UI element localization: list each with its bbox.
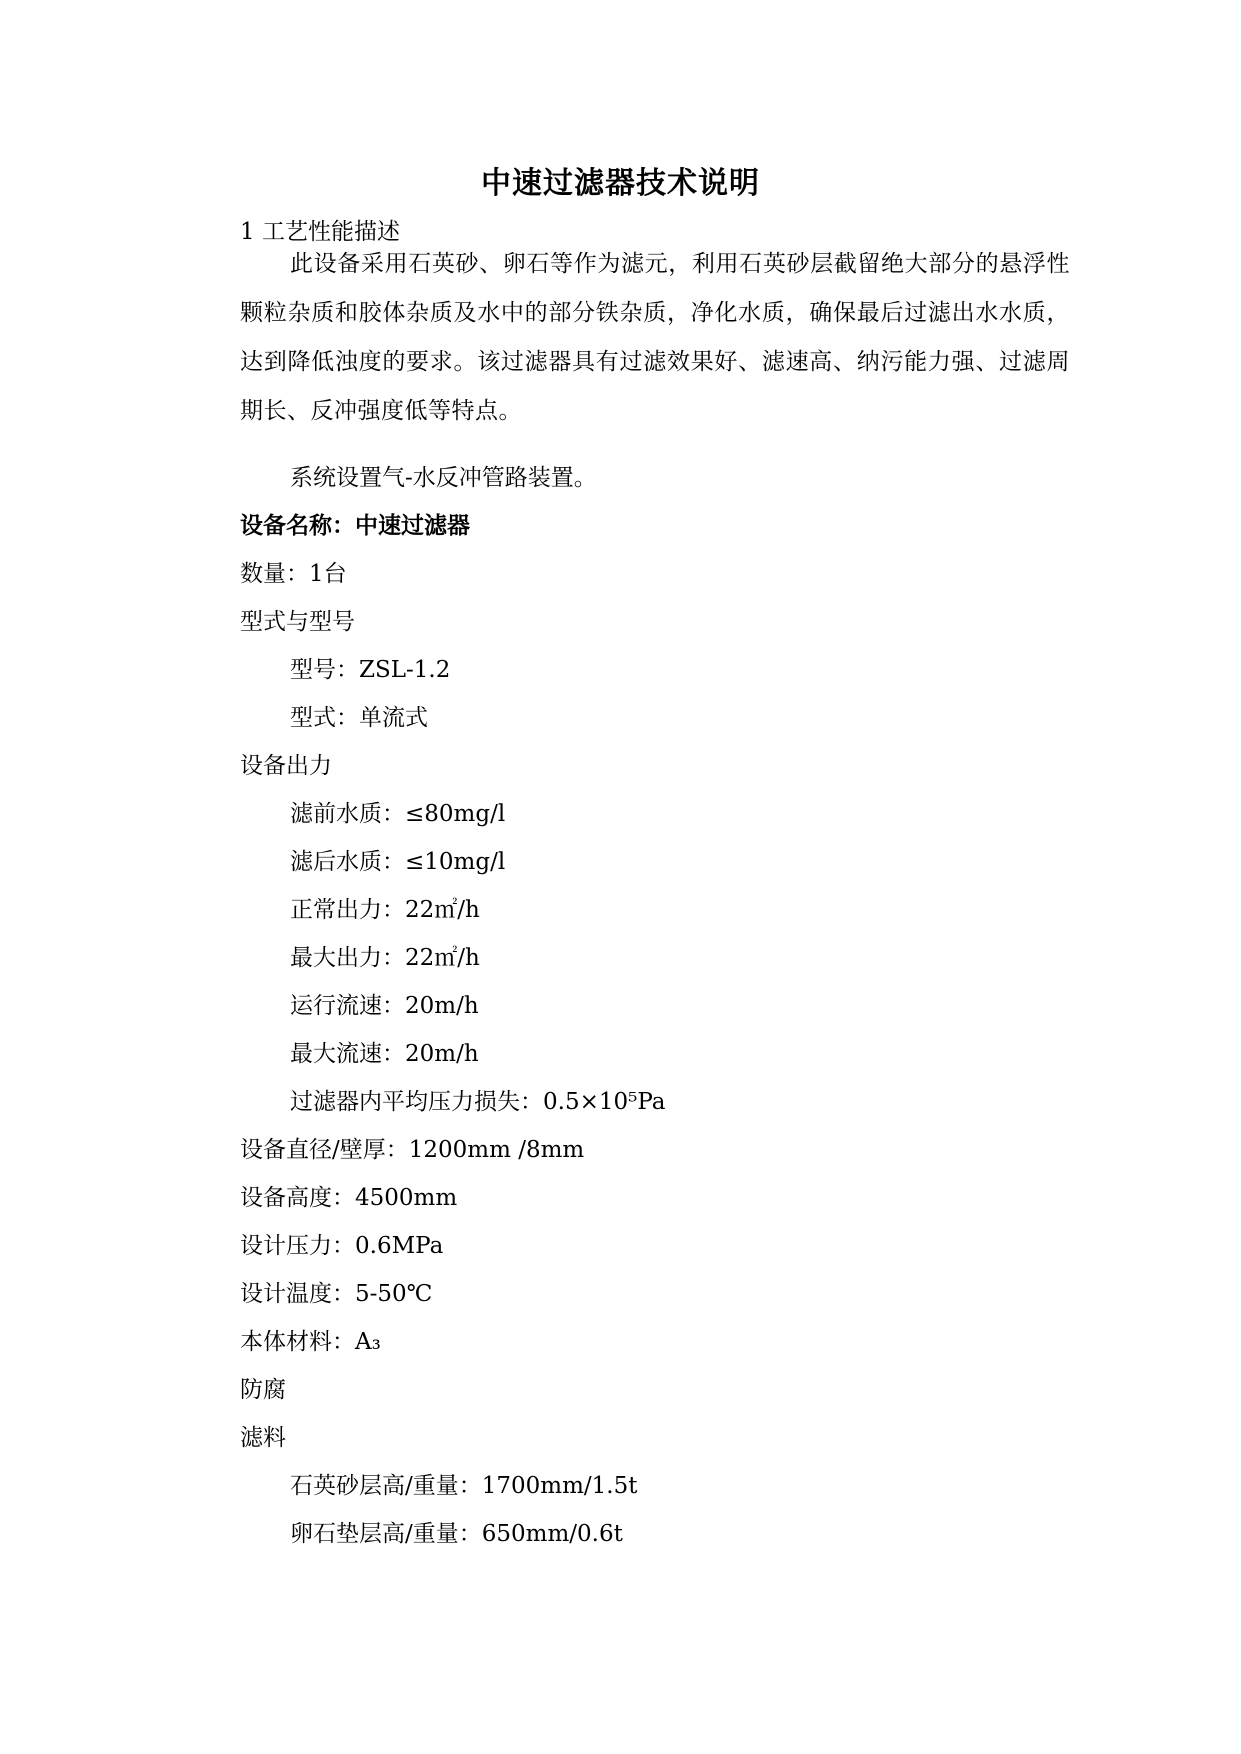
pressure-loss: 过滤器内平均压力损失：0.5×10⁵Pa (290, 1089, 666, 1115)
description-paragraph: 此设备采用石英砂、卵石等作为滤元，利用石英砂层截留绝大部分的悬浮性颗粒杂质和胶体杂质及水中的部分铁杂质，净化水质，确保最后过滤出水水质，达到降低浊度的要求。该过滤器具有过滤效果好、滤速高、纳污能力强、过滤周期长、反冲强度低等特点。 (240, 251, 1070, 424)
run-velocity: 运行流速：20m/h (290, 993, 479, 1019)
design-pressure: 设计压力：0.6MPa (240, 1233, 444, 1259)
max-output: 最大出力：22㎡/h (290, 945, 480, 971)
type-model-heading: 型式与型号 (240, 609, 355, 635)
max-velocity: 最大流速：20m/h (290, 1041, 479, 1067)
type: 型式：单流式 (290, 705, 428, 731)
inlet-quality: 滤前水质：≤80mg/l (290, 801, 506, 827)
normal-output: 正常出力：22㎡/h (290, 897, 480, 923)
outlet-quality: 滤后水质：≤10mg/l (290, 849, 506, 875)
quantity: 数量：1台 (240, 561, 347, 587)
backwash-paragraph: 系统设置气-水反冲管路装置。 (290, 465, 597, 491)
pebble-layer: 卵石垫层高/重量：650mm/0.6t (290, 1521, 623, 1547)
document-title: 中速过滤器技术说明 (481, 166, 760, 201)
model: 型号：ZSL-1.2 (290, 657, 451, 683)
diameter-thickness: 设备直径/壁厚：1200mm /8mm (240, 1137, 585, 1163)
equipment-height: 设备高度：4500mm (240, 1185, 458, 1211)
anticorrosion: 防腐 (240, 1377, 286, 1403)
output-heading: 设备出力 (240, 753, 332, 779)
quartz-sand-layer: 石英砂层高/重量：1700mm/1.5t (290, 1473, 638, 1499)
body-material: 本体材料：A₃ (240, 1329, 381, 1355)
filter-media-heading: 滤料 (240, 1425, 286, 1451)
section-heading: 1 工艺性能描述 (240, 219, 400, 245)
design-temperature: 设计温度：5-50℃ (240, 1281, 433, 1307)
equipment-name: 设备名称：中速过滤器 (240, 513, 470, 539)
